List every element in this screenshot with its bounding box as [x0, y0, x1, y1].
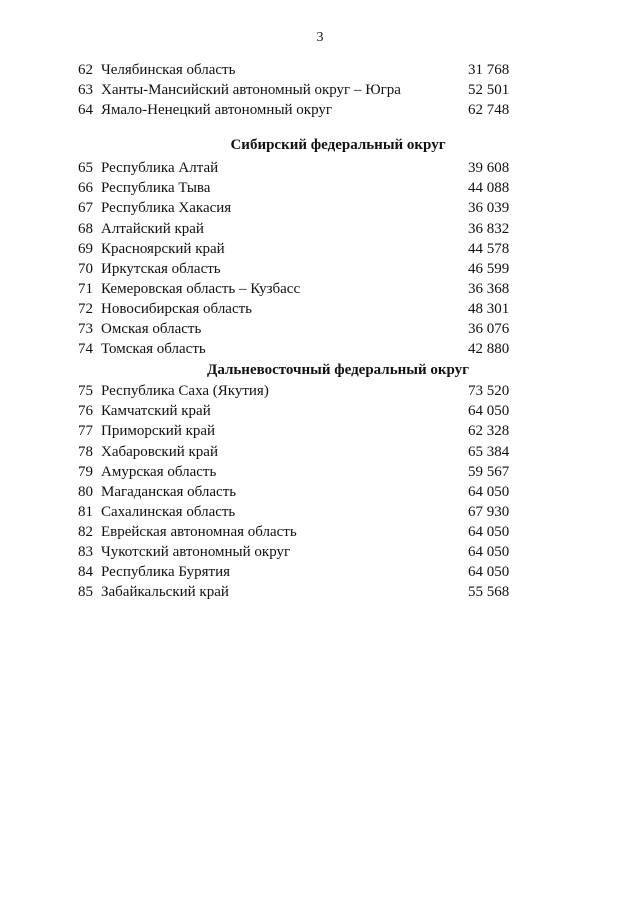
region-name: Республика Тыва — [101, 180, 211, 197]
table-row — [68, 401, 528, 421]
row-number: 72 — [78, 300, 93, 317]
region-name: Хабаровский край — [101, 443, 218, 460]
region-name: Ямало-Ненецкий автономный округ — [101, 102, 333, 119]
table-row — [68, 198, 528, 218]
table-row — [68, 158, 528, 178]
row-number: 65 — [78, 160, 93, 177]
row-number: 84 — [78, 564, 93, 581]
row-number: 82 — [78, 523, 93, 540]
table-row — [68, 239, 528, 259]
region-name: Красноярский край — [101, 240, 225, 257]
row-number: 77 — [78, 423, 93, 440]
region-name: Камчатский край — [101, 403, 211, 420]
table-row — [68, 60, 528, 80]
row-number: 80 — [78, 483, 93, 500]
table-row — [68, 319, 528, 339]
rows-group-before — [68, 60, 528, 120]
page-number: 3 — [316, 30, 324, 45]
region-name: Республика Хакасия — [101, 200, 232, 217]
row-number: 67 — [78, 200, 93, 217]
row-number: 75 — [78, 383, 93, 400]
table-row — [68, 562, 528, 582]
region-name: Магаданская область — [101, 483, 237, 500]
region-value: 55 568 — [468, 584, 510, 601]
region-value: 73 520 — [468, 383, 510, 400]
table-row — [68, 259, 528, 279]
region-name: Томская область — [101, 341, 206, 358]
table-row — [68, 522, 528, 542]
rows-group-far-east — [68, 381, 528, 602]
region-value: 31 768 — [468, 62, 510, 78]
region-name: Челябинская область — [101, 62, 236, 78]
row-number: 70 — [78, 260, 93, 277]
row-number: 64 — [78, 102, 93, 119]
row-number: 76 — [78, 403, 93, 420]
table-row — [68, 442, 528, 462]
row-number: 62 — [78, 62, 93, 78]
table-row — [68, 80, 528, 100]
region-value: 64 050 — [468, 483, 510, 500]
table-row — [68, 421, 528, 441]
region-name: Республика Алтай — [101, 160, 219, 177]
region-name: Республика Саха (Якутия) — [101, 383, 269, 400]
region-name: Приморский край — [101, 423, 216, 440]
region-value: 64 050 — [468, 403, 510, 420]
row-number: 68 — [78, 220, 93, 237]
row-number: 66 — [78, 180, 93, 197]
rows-group-siberia — [68, 158, 528, 359]
table-row — [68, 279, 528, 299]
row-number: 74 — [78, 341, 93, 358]
region-value: 44 088 — [468, 180, 510, 197]
region-name: Ханты-Мансийский автономный округ – Югра — [101, 82, 401, 99]
region-value: 59 567 — [468, 463, 510, 480]
region-name: Омская область — [101, 321, 202, 338]
region-value: 36 832 — [468, 220, 510, 237]
region-name: Алтайский край — [101, 220, 204, 237]
region-value: 64 050 — [468, 564, 510, 581]
region-name: Иркутская область — [101, 260, 221, 277]
region-name: Кемеровская область – Кузбасс — [101, 280, 301, 297]
table-row — [68, 502, 528, 522]
region-value: 52 501 — [468, 82, 510, 99]
row-number: 83 — [78, 543, 93, 560]
region-name: Забайкальский край — [101, 584, 229, 601]
region-value: 44 578 — [468, 240, 510, 257]
region-value: 67 930 — [468, 503, 510, 520]
region-value: 42 880 — [468, 341, 510, 358]
table-row — [68, 219, 528, 239]
region-value: 65 384 — [468, 443, 510, 460]
row-number: 78 — [78, 443, 93, 460]
table-row — [68, 339, 528, 359]
row-number: 73 — [78, 321, 93, 338]
table-row — [68, 381, 528, 401]
row-number: 81 — [78, 503, 93, 520]
table-row — [68, 582, 528, 602]
table-row — [68, 178, 528, 198]
table-row — [68, 299, 528, 319]
table-row — [68, 100, 528, 120]
row-number: 63 — [78, 82, 93, 99]
region-value: 48 301 — [468, 300, 510, 317]
table-row — [68, 542, 528, 562]
region-value: 39 608 — [468, 160, 510, 177]
region-name: Республика Бурятия — [101, 564, 231, 581]
region-name: Амурская область — [101, 463, 217, 480]
region-value: 64 050 — [468, 543, 510, 560]
row-number: 71 — [78, 280, 93, 297]
regions-table — [68, 60, 528, 602]
region-value: 46 599 — [468, 260, 510, 277]
row-number: 85 — [78, 584, 93, 601]
region-name: Чукотский автономный округ — [101, 543, 291, 560]
region-value: 36 368 — [468, 280, 510, 297]
region-value: 36 039 — [468, 200, 510, 217]
row-number: 79 — [78, 463, 93, 480]
table-row — [68, 482, 528, 502]
row-number: 69 — [78, 240, 93, 257]
region-name: Сахалинская область — [101, 503, 236, 520]
table-row — [68, 462, 528, 482]
region-name: Новосибирская область — [101, 300, 253, 317]
section-heading-siberia: Сибирский федеральный округ — [230, 137, 446, 154]
region-name: Еврейская автономная область — [101, 523, 297, 540]
section-heading-far-east: Дальневосточный федеральный округ — [207, 362, 469, 379]
region-value: 36 076 — [468, 321, 510, 338]
region-value: 62 748 — [468, 102, 510, 119]
region-value: 62 328 — [468, 423, 510, 440]
region-value: 64 050 — [468, 523, 510, 540]
